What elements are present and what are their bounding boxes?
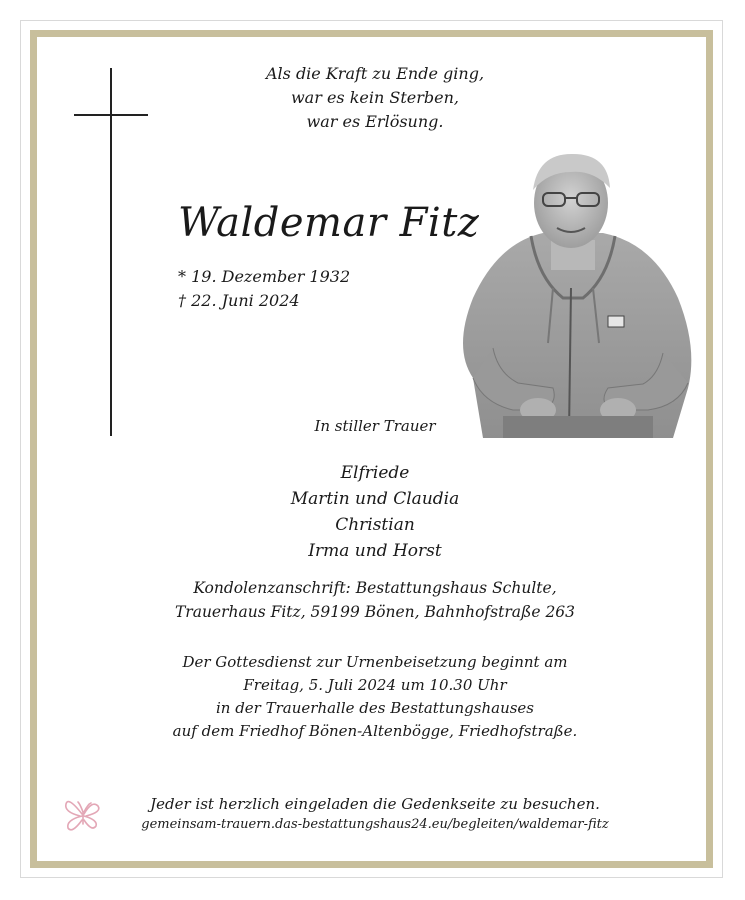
- service-line-2: Freitag, 5. Juli 2024 um 10.30 Uhr: [243, 676, 507, 694]
- condolence-line-2: Trauerhaus Fitz, 59199 Bönen, Bahnhofstraße 263: [174, 603, 576, 621]
- cross-icon: [110, 68, 112, 436]
- memorial-url[interactable]: gemeinsam-trauern.das-bestattungshaus24.eu/begleiten/waldemar-fitz: [141, 817, 609, 832]
- motto-line-3: war es Erlösung.: [306, 112, 444, 131]
- motto: [230, 62, 520, 134]
- deceased-name: Waldemar Fitz: [178, 200, 480, 246]
- mourning-intro: In stiller Trauer: [314, 417, 436, 435]
- birth-date: * 19. Dezember 1932: [178, 267, 351, 286]
- condolence-address: [150, 576, 600, 624]
- portrait-photo: [443, 148, 701, 438]
- condolence-line-1: Kondolenzanschrift: Bestattungshaus Schulte,: [193, 579, 557, 597]
- family-member: Martin und Claudia: [290, 489, 460, 509]
- service-line-4: auf dem Friedhof Bönen-Altenbögge, Friedhofstraße.: [172, 722, 578, 740]
- service-info: [150, 651, 600, 743]
- cross-icon-bar: [74, 114, 148, 116]
- memorial-invite: Jeder ist herzlich eingeladen die Gedenkseite zu besuchen.: [150, 795, 600, 813]
- life-dates: [178, 265, 350, 313]
- service-line-3: in der Trauerhalle des Bestattungshauses: [215, 699, 535, 717]
- service-line-1: Der Gottesdienst zur Urnenbeisetzung beginnt am: [182, 653, 568, 671]
- motto-line-2: war es kein Sterben,: [290, 88, 459, 107]
- family-member: Elfriede: [340, 463, 410, 483]
- butterfly-icon: [62, 794, 106, 834]
- motto-line-1: Als die Kraft zu Ende ging,: [265, 64, 485, 83]
- family-member: Irma und Horst: [308, 541, 442, 561]
- family-list: [230, 460, 520, 564]
- death-date: † 22. Juni 2024: [178, 291, 300, 310]
- family-member: Christian: [335, 515, 415, 535]
